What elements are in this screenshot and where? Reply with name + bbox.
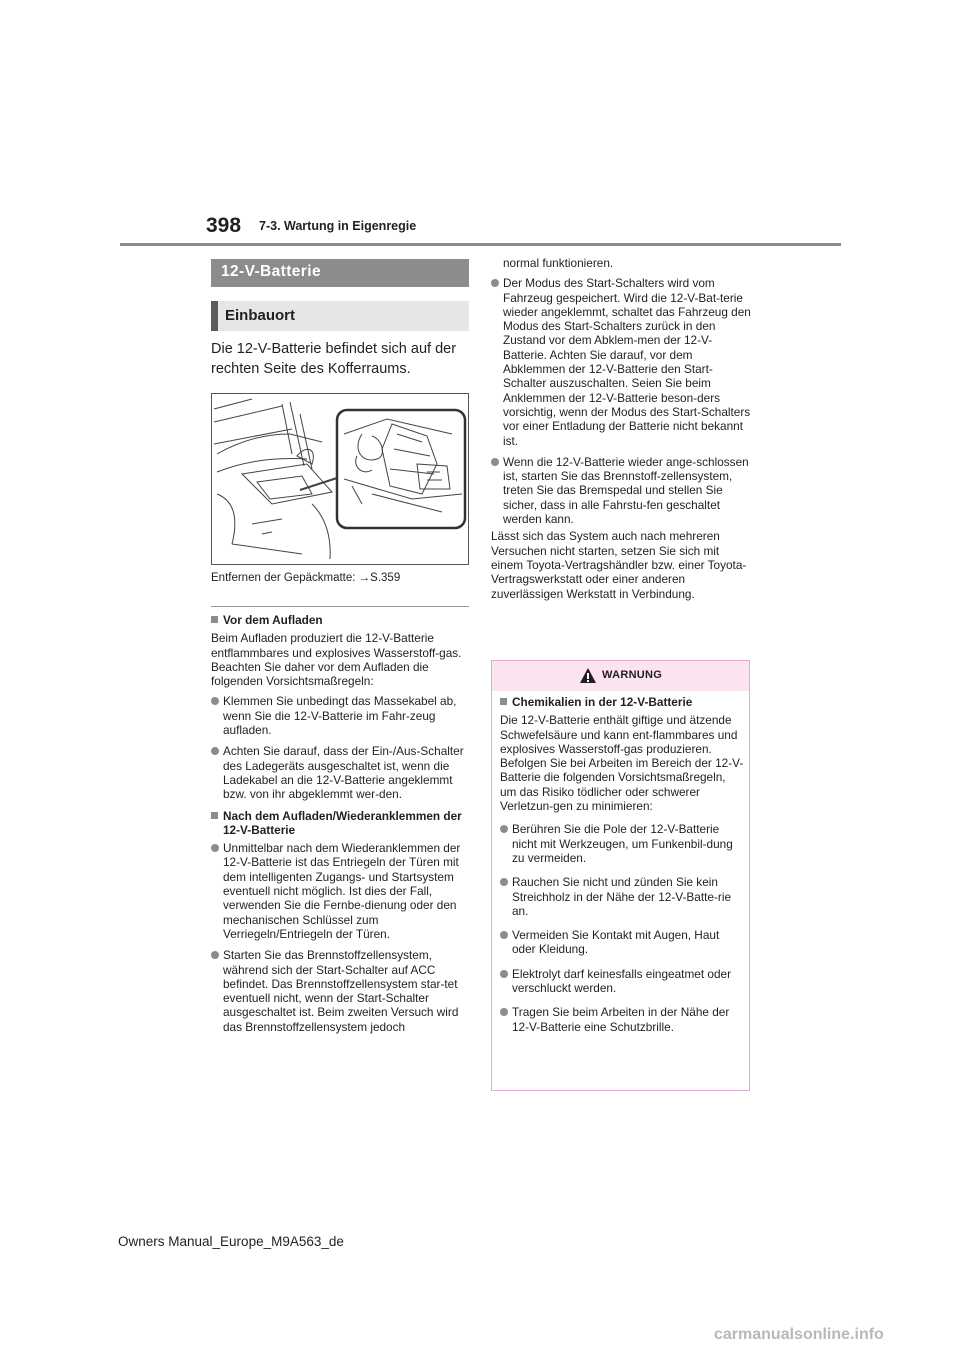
footer-text: Owners Manual_Europe_M9A563_de (118, 1234, 344, 1249)
trunk-battery-illustration (211, 393, 469, 565)
intro-text: Die 12-V-Batterie befindet sich auf der rechten Seite des Kofferraums. (211, 341, 457, 377)
list-item: Der Modus des Start-Schalters wird vom Fahrzeug gespeichert. Wird die 12-V-Bat-terie wieder angeklemmt, schaltet das Fahrzeug den Modus des Start-Schalters zurück in den Zustand vor dem Abklem-men der 12-V-Batterie. Achten Sie darauf, vor dem Abklemmen der 12-V-Batterie den Start-Schalter auszuschalten. Seien Sie beim Anklemmen der 12-V-Batterie beson-ders vorsichtig, wenn der Modus des Start-Schalters vor einer Entladung der Batterie nicht bekannt ist. (491, 276, 753, 448)
warning-body (500, 695, 745, 1041)
warning-title: WARNUNG (602, 669, 663, 681)
list-item: Klemmen Sie unbedingt das Massekabel ab, wenn Sie die 12-V-Batterie im Fahr-zeug aufladen. (211, 694, 471, 737)
square-bullet-icon (211, 616, 218, 623)
list-item: Unmittelbar nach dem Wiederanklemmen der 12-V-Batterie ist das Entriegeln der Türen mit dem intelligenten Zugangs- und Startsystem eventuell nicht möglich. Ist dies der Fall, verwenden Sie die Fernbe-dienung oder den mechanischen Schlüssel zum Verriegeln/Entriegeln der Türen. (211, 841, 471, 941)
square-bullet-icon (500, 698, 507, 705)
list-item: Tragen Sie beim Arbeiten in der Nähe der 12-V-Batterie eine Schutzbrille. (500, 1005, 745, 1034)
list-item: Rauchen Sie nicht und zünden Sie kein Streichholz in der Nähe der 12-V-Batte-rie an. (500, 875, 745, 918)
warning-heading: Chemikalien in der 12-V-Batterie (500, 695, 745, 709)
section-heading-bar (211, 259, 469, 287)
caption-rule (211, 606, 469, 607)
warning-box (491, 660, 750, 1091)
continued-text: normal funktionieren. (503, 256, 614, 270)
bullet-icon (211, 697, 219, 705)
bullet-icon (500, 1008, 508, 1016)
bullet-icon (500, 970, 508, 978)
section-heading: 12-V-Batterie (221, 263, 321, 280)
warning-paragraph: Die 12-V-Batterie enthält giftige und ätzende Schwefelsäure und kann ent-flammbares und explosives Wasserstoff-gas produzieren. Befolgen Sie bei Arbeiten im Bereich der 12-V-Batterie die folgenden Vorsichtsmaßregeln, um das Risiko tödlicher oder schwerer Verletzun-gen zu minimieren: (500, 713, 744, 814)
bullet-icon (211, 844, 219, 852)
bullet-icon (211, 951, 219, 959)
list-item: Berühren Sie die Pole der 12-V-Batterie nicht mit Werkzeugen, um Funkenbil-dung zu vermeiden. (500, 822, 745, 865)
heading-after-charging: Nach dem Aufladen/Wiederanklemmen der 12-V-Batterie (211, 809, 471, 838)
section-title: 7-3. Wartung in Eigenregie (259, 219, 417, 233)
square-bullet-icon (211, 812, 218, 819)
bullet-icon (500, 878, 508, 886)
subsection-accent (211, 301, 218, 331)
list-item: Vermeiden Sie Kontakt mit Augen, Haut oder Kleidung. (500, 928, 745, 957)
bullet-icon (491, 279, 499, 287)
heading-before-charging: Vor dem Aufladen (211, 613, 471, 627)
subsection-heading-bar (211, 301, 469, 331)
bullet-icon (491, 458, 499, 466)
warning-header (492, 661, 749, 691)
warning-triangle-icon (579, 667, 597, 684)
bullet-icon (211, 747, 219, 755)
list-item: Wenn die 12-V-Batterie wieder ange-schlossen ist, starten Sie das Brennstoff-zellensystem, treten Sie das Bremspedal und stellen Sie sicher, dass in alle Fahrstu-fen geschaltet werden kann. (491, 455, 753, 526)
list-item: Elektrolyt darf keinesfalls eingeatmet oder verschluckt werden. (500, 967, 745, 996)
figure-caption: Entfernen der Gepäckmatte: →S.359 (211, 572, 401, 584)
right-column (491, 256, 753, 607)
bullet-icon (500, 825, 508, 833)
trunk-line-drawing (212, 394, 468, 564)
dealer-paragraph: Lässt sich das System auch nach mehreren Versuchen nicht starten, setzen Sie sich mit einem Toyota-Vertragshändler bzw. einer Toyota-Vertragswerkstatt oder einer anderen zuverlässigen Werkstatt in Verbindung. (491, 529, 747, 601)
watermark: carmanualsonline.info (714, 1326, 884, 1343)
list-item: Starten Sie das Brennstoffzellensystem, während sich der Start-Schalter auf ACC befindet. Das Brennstoffzellensystem star-tet eventuell nicht, wenn der Start-Schalter ausgeschaltet ist. Beim zweiten Versuch wird das Brennstoffzellensystem jedoch (211, 948, 471, 1034)
list-item: Achten Sie darauf, dass der Ein-/Aus-Schalter des Ladegeräts ausgeschaltet ist, wenn die Ladekabel an die 12-V-Batterie angeklemmt bzw. von ihr abgeklemmt wer-den. (211, 744, 471, 801)
page-number: 398 (206, 214, 242, 237)
charging-paragraph: Beim Aufladen produziert die 12-V-Batterie entflammbares und explosives Wasserstoff-gas. Beachten Sie daher vor dem Aufladen die folgenden Vorsichtsmaßregeln: (211, 631, 462, 689)
subsection-heading: Einbauort (225, 307, 295, 324)
bullet-icon (500, 931, 508, 939)
left-column (211, 613, 471, 1041)
header-rule (120, 243, 841, 246)
